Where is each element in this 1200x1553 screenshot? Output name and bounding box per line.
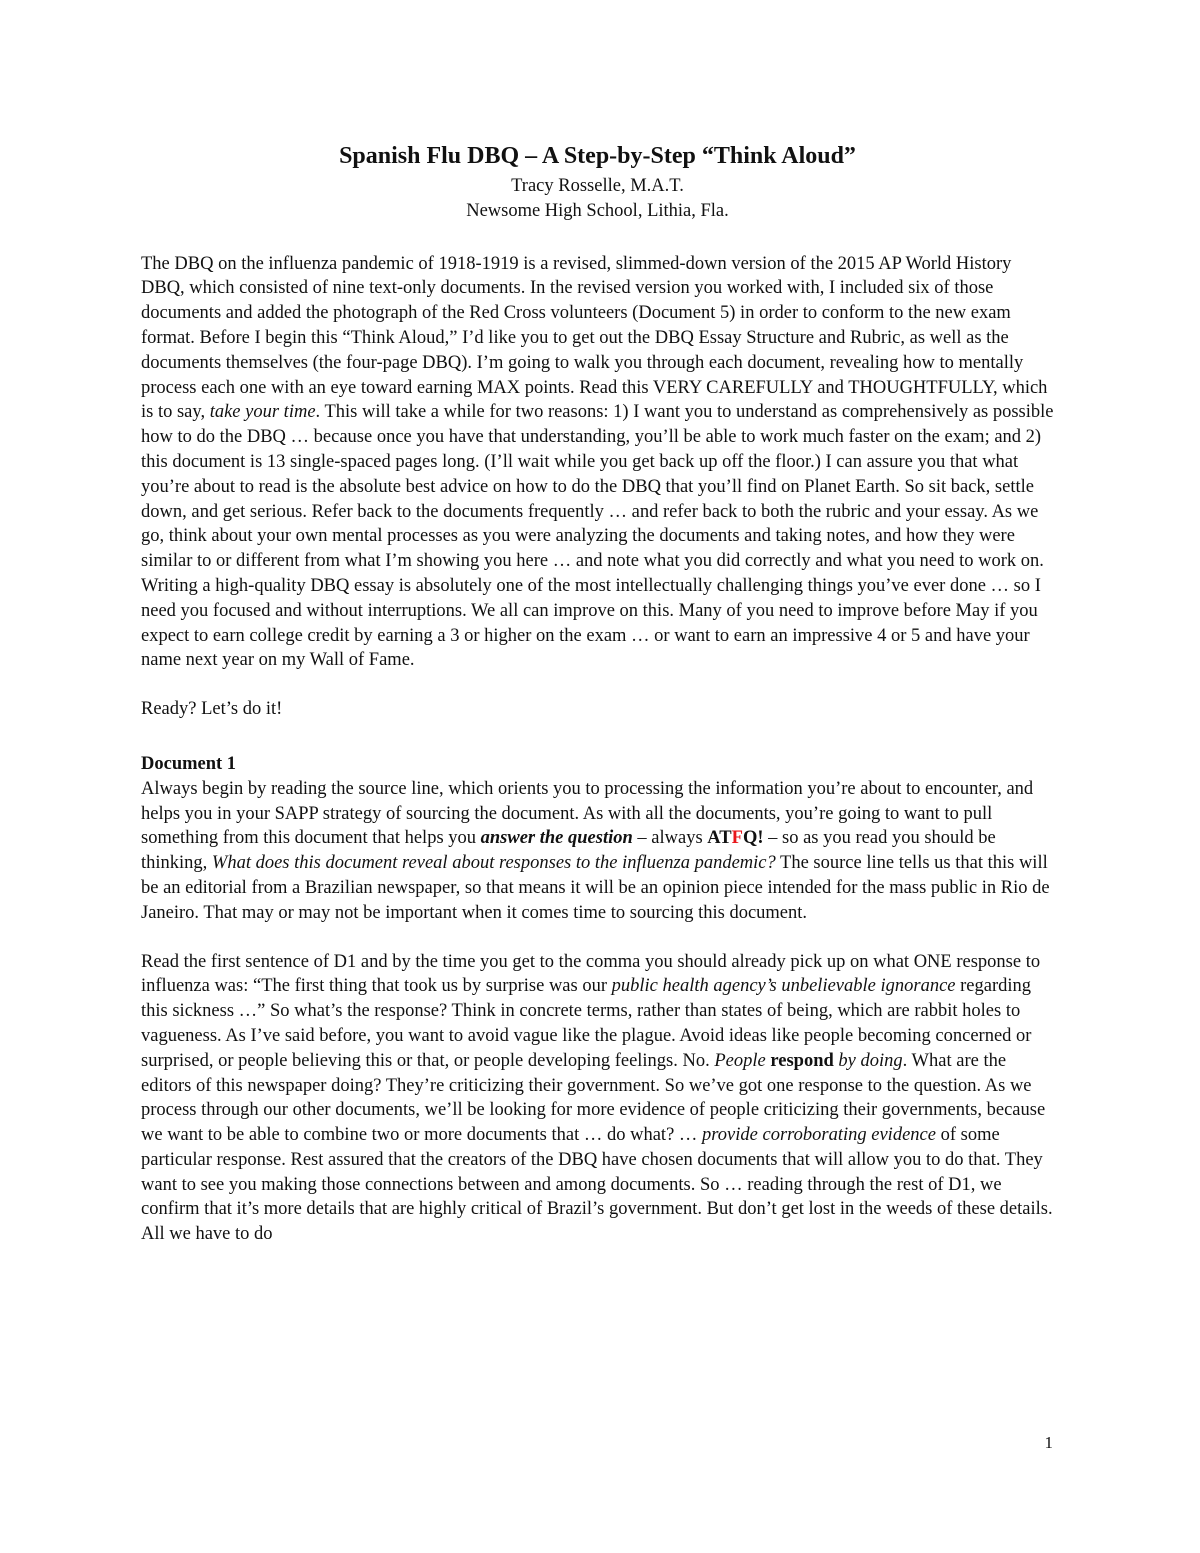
d1p2-text-a: Read the first sentence of D1 and by the time you get to the comma you should already pick up on what ONE response to influenza was: “The first thing that took us by surprise was our	[141, 951, 1041, 997]
document-title: Spanish Flu DBQ – A Step-by-Step “Think Aloud”	[339, 143, 856, 169]
document-1-paragraph-1	[141, 777, 1054, 926]
d1p2-emphasis-2: provide corroborating evidence	[702, 1125, 936, 1146]
d1p1-text-c: – so as you read you should be thinking,	[141, 828, 996, 874]
affiliation-line: Newsome High School, Lithia, Fla.	[466, 200, 729, 221]
ready-line: Ready? Let’s do it!	[141, 699, 283, 720]
intro-text-b: . This will take a while for two reasons: 1) I want you to understand as comprehensively as possible how to do the DBQ … because once you have that understanding, you’ll be able to work much faster on the exam; and 2) this document is 13 single-spaced pages long. (I’ll wait while you get back up off the floor.) I can assure you that what you’re about to read is the absolute best advice on how to do the DBQ that you’ll find on Planet Earth. So sit back, settle down, and get serious. Refer back to the documents frequently … and refer back to both the rubric and your essay. As we go, think about your own mental processes as you were analyzing the documents and taking notes, and how they were similar to or different from what I’m showing you here … and note what you did correctly and what you need to work on. Writing a high-quality DBQ essay is absolutely one of the most intellectually challenging things you’ve ever done … so I need you focused and without interruptions. We all can improve on this. Many of you need to improve before May if you expect to earn college credit by earning a 3 or higher on the exam … or want to earn an impressive 4 or 5 and have your name next year on my Wall of Fame.	[141, 402, 1054, 671]
d1p2-text-c: . What are the editors of this newspaper doing? They’re criticizing their government. So we’ve got one response to the question. As we process through our other documents, we’ll be looking for more evidence of people criticizing their governments, because we want to be able to combine two or more documents that … do what? …	[141, 1050, 1046, 1146]
d1p2-respond: respond	[770, 1050, 834, 1071]
intro-text-a: The DBQ on the influenza pandemic of 1918-1919 is a revised, slimmed-down version of the 2015 AP World History DBQ, which consisted of nine text-only documents. In the revised version you worked with, I included six of those documents and added the photograph of the Red Cross volunteers (Document 5) in order to conform to the new exam format. Before I begin this “Think Aloud,” I’d like you to get out the DBQ Essay Structure and Rubric, as well as the documents themselves (the four-page DBQ). I’m going to walk you through each document, revealing how to mentally process each one with an eye toward earning MAX points. Read this VERY CAREFULLY and THOUGHTFULLY, which is to say,	[141, 253, 1048, 423]
atfq-acronym	[707, 828, 763, 848]
d1p2-by-doing: by doing	[838, 1050, 903, 1071]
d1p2-text-b: regarding this sickness …” So what’s the response? Think in concrete terms, rather than states of being, which are rabbit holes to vagueness. As I’ve said before, you want to avoid vague like the plague. Avoid ideas like people becoming concerned or surprised, or people believing this or that, or people developing feelings. No.	[141, 976, 1032, 1071]
d1p1-text-d: The source line tells us that this will be an editorial from a Brazilian newspaper, so that means it will be an opinion piece intended for the mass public in Rio de Janeiro. That may or may not be important when it comes time to sourcing this document.	[141, 853, 1050, 923]
d1p2-people: People	[714, 1050, 766, 1071]
atfq-f: F	[731, 828, 743, 849]
d1p2-text-d: of some particular response. Rest assured that the creators of the DBQ have chosen documents that will allow you to do that. They want to see you making those connections between and among documents. So … reading through the rest of D1, we confirm that it’s more details that are highly critical of Brazil’s government. But don’t get lost in the weeds of these details. All we have to do	[141, 1125, 1053, 1245]
d1p1-text-a: Always begin by reading the source line, which orients you to processing the information you’re about to encounter, and helps you in your SAPP strategy of sourcing the document. As with all the documents, you’re going to want to pull something from this document that helps you	[141, 778, 1034, 849]
d1p1-answer-question: answer the question	[480, 828, 633, 849]
atfq-at: AT	[707, 828, 732, 849]
page-number: 1	[1044, 1433, 1053, 1452]
section-heading-document-1: Document 1	[141, 753, 237, 774]
atfq-q: Q!	[742, 828, 764, 849]
d1p1-text-b: – always	[632, 828, 708, 849]
d1p2-emphasis-1: public health agency’s unbelievable ignorance	[611, 976, 956, 997]
document-1-paragraph-2	[141, 950, 1054, 1248]
author-line: Tracy Rosselle, M.A.T.	[511, 176, 684, 196]
intro-paragraph	[141, 252, 1054, 674]
d1p1-guiding-question: What does this document reveal about responses to the influenza pandemic?	[211, 853, 776, 874]
intro-emphasis: take your time	[209, 402, 316, 423]
